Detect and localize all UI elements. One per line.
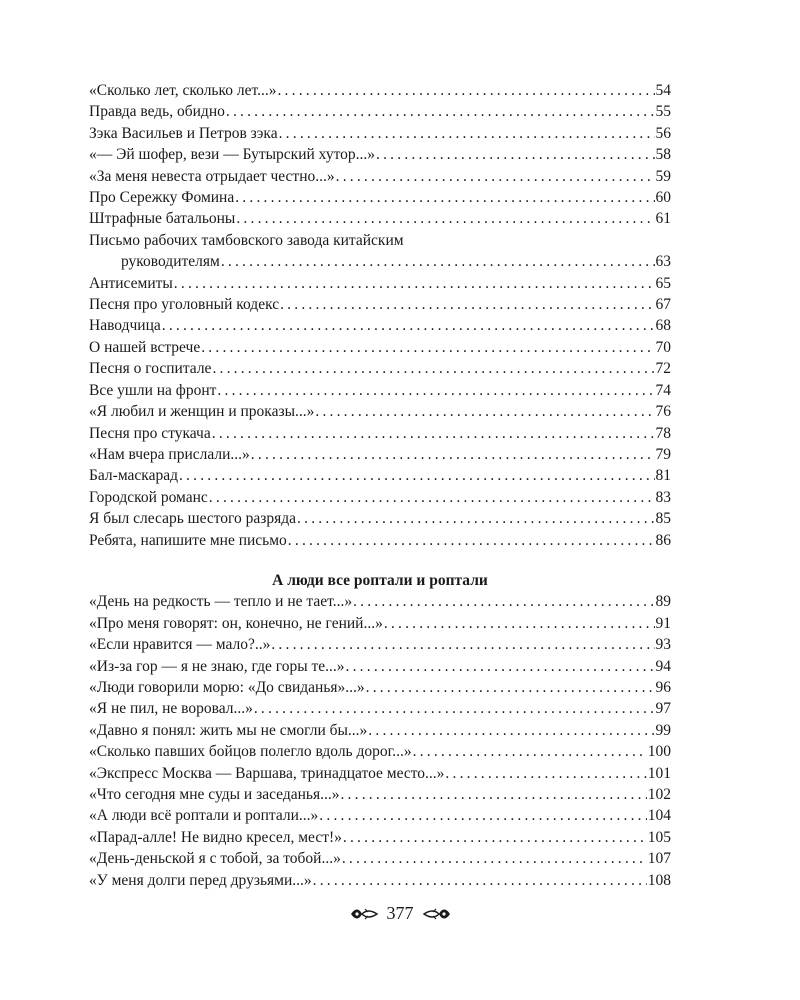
- toc-entry-page-number: 86: [655, 531, 671, 549]
- toc-entry[interactable]: [89, 401, 671, 422]
- toc-entry[interactable]: [89, 315, 671, 336]
- dot-leader: [366, 677, 655, 698]
- toc-entry-page-number: 74: [655, 381, 671, 399]
- toc-entry-title: Зэка Васильев и Петров зэка: [89, 124, 278, 142]
- toc-entry[interactable]: [89, 741, 671, 762]
- page-footer: [0, 903, 800, 924]
- toc-entry-page-number: 85: [655, 510, 671, 528]
- toc-entry-title: руководителям: [121, 253, 220, 271]
- dot-leader: [445, 763, 646, 784]
- toc-entry[interactable]: [89, 698, 671, 719]
- toc-entry-title: Бал-маскарад: [89, 467, 178, 485]
- toc-entry-title: «День на редкость — тепло и не тает...»: [89, 593, 353, 611]
- toc-entry-title: «За меня невеста отрыдает честно...»: [89, 167, 335, 185]
- toc-entry-title: Песня про стукача: [89, 424, 211, 442]
- dot-leader: [315, 401, 654, 422]
- dot-leader: [201, 337, 654, 358]
- toc-entry-page-number: 68: [655, 317, 671, 335]
- dot-leader: [174, 273, 655, 294]
- toc-entry-title: «— Эй шофер, вези — Бутырский хутор...»: [89, 146, 376, 164]
- dot-leader: [340, 784, 646, 805]
- dot-leader: [288, 530, 655, 551]
- toc-entry-page-number: 56: [655, 124, 671, 142]
- table-of-contents: [89, 80, 671, 891]
- dot-leader: [346, 656, 655, 677]
- toc-entry-title: «Парад-алле! Не видно кресел, мест!»: [89, 828, 342, 846]
- toc-entry-page-number: 55: [655, 103, 671, 121]
- toc-entry-page-number: 83: [655, 488, 671, 506]
- toc-entry[interactable]: [89, 613, 671, 634]
- toc-entry-title: Песня про уголовный кодекс: [89, 296, 280, 314]
- toc-entry-page-number: 96: [655, 678, 671, 696]
- dot-leader: [209, 487, 655, 508]
- toc-entry[interactable]: [89, 337, 671, 358]
- toc-entry-title: «Нам вчера прислали...»: [89, 445, 250, 463]
- dot-leader: [277, 80, 654, 101]
- toc-entry-title: Письмо рабочих тамбовского завода китайским: [89, 231, 404, 249]
- toc-entry[interactable]: [89, 230, 671, 273]
- toc-entry-page-number: 100: [647, 743, 671, 761]
- dot-leader: [279, 123, 655, 144]
- toc-entry-page-number: 70: [655, 338, 671, 356]
- toc-entry[interactable]: [89, 380, 671, 401]
- toc-entry-title: «Я любил и женщин и проказы...»: [89, 403, 315, 421]
- dot-leader: [212, 358, 654, 379]
- toc-entry[interactable]: [89, 444, 671, 465]
- toc-entry[interactable]: [89, 273, 671, 294]
- dot-leader: [271, 634, 654, 655]
- dot-leader: [319, 805, 646, 826]
- dot-leader: [179, 465, 655, 486]
- toc-entry-title: Ребята, напишите мне письмо: [89, 531, 287, 549]
- toc-entry-title: «У меня долги перед друзьями...»: [89, 871, 312, 889]
- toc-entry[interactable]: [89, 656, 671, 677]
- toc-entry-page-number: 107: [647, 850, 671, 868]
- toc-entry[interactable]: [89, 423, 671, 444]
- toc-entry-title: Песня о госпитале: [89, 360, 212, 378]
- toc-entry[interactable]: [89, 166, 671, 187]
- toc-entry[interactable]: [89, 848, 671, 869]
- toc-entry[interactable]: [89, 677, 671, 698]
- dot-leader: [236, 208, 654, 229]
- toc-entry-page-number: 54: [655, 82, 671, 99]
- toc-entry[interactable]: [89, 123, 671, 144]
- toc-entry-title: Про Сережку Фомина: [89, 189, 235, 207]
- toc-entry[interactable]: [89, 805, 671, 826]
- toc-entry[interactable]: [89, 101, 671, 122]
- toc-entry-page-number: 78: [655, 424, 671, 442]
- toc-entry[interactable]: [89, 763, 671, 784]
- toc-entry-page-number: 94: [655, 657, 671, 675]
- toc-entry-title: «Я не пил, не воровал...»: [89, 700, 253, 718]
- toc-entry-page-number: 59: [655, 167, 671, 185]
- toc-entry-page-number: 104: [647, 807, 671, 825]
- dot-leader: [343, 827, 647, 848]
- dot-leader: [297, 508, 654, 529]
- toc-entry-title: Штрафные батальоны: [89, 210, 236, 228]
- toc-entry-title: «Давно я понял: жить мы не смогли бы...»: [89, 721, 368, 739]
- toc-entry-page-number: 89: [655, 593, 671, 611]
- dot-leader: [254, 698, 655, 719]
- toc-entry-title: Я был слесарь шестого разряда: [89, 510, 297, 528]
- toc-entry-title: «Сколько павших бойцов полегло вдоль дорог...»: [89, 743, 412, 761]
- toc-entry-page-number: 97: [655, 700, 671, 718]
- toc-entry-page-number: 79: [655, 445, 671, 463]
- dot-leader: [368, 720, 654, 741]
- toc-entry-title: «А люди всё роптали и роптали...»: [89, 807, 319, 825]
- toc-entry-page-number: 72: [655, 360, 671, 378]
- toc-entry-page-number: 93: [655, 636, 671, 654]
- toc-entry-title: Городской романс: [89, 488, 208, 506]
- dot-leader: [413, 741, 647, 762]
- toc-entry-title: «Что сегодня мне суды и заседанья...»: [89, 786, 340, 803]
- toc-entry-page-number: 65: [655, 274, 671, 292]
- toc-entry[interactable]: [89, 634, 671, 655]
- toc-entry-title: Антисемиты: [89, 274, 173, 292]
- dot-leader: [353, 591, 654, 612]
- toc-entry-page-number: 105: [647, 828, 671, 846]
- dot-leader: [221, 251, 655, 272]
- toc-entry[interactable]: [89, 358, 671, 379]
- toc-entry[interactable]: [89, 208, 671, 229]
- toc-entry-title: «Сколько лет, сколько лет...»: [89, 82, 277, 99]
- toc-entry[interactable]: [89, 80, 671, 101]
- toc-entry[interactable]: [89, 870, 671, 891]
- toc-entry-page-number: 108: [647, 871, 671, 889]
- toc-entry[interactable]: [89, 187, 671, 208]
- toc-entry-title: Наводчица: [89, 317, 161, 335]
- toc-entry[interactable]: [89, 720, 671, 741]
- toc-entry-page-number: 102: [647, 786, 671, 803]
- toc-entry[interactable]: [89, 144, 671, 165]
- dot-leader: [280, 294, 654, 315]
- toc-entry-page-number: 101: [647, 764, 671, 782]
- toc-entry[interactable]: [89, 827, 671, 848]
- dot-leader: [226, 101, 655, 122]
- floral-ornament-icon: [349, 907, 379, 921]
- toc-entry-page-number: 67: [655, 296, 671, 314]
- dot-leader: [384, 613, 655, 634]
- dot-leader: [342, 848, 647, 869]
- toc-entry-title: «День-деньской я с тобой, за тобой...»: [89, 850, 341, 868]
- toc-entry-title: «Про меня говорят: он, конечно, не гений...»: [89, 614, 383, 632]
- dot-leader: [336, 166, 655, 187]
- toc-entry[interactable]: [89, 784, 671, 805]
- dot-leader: [217, 380, 654, 401]
- dot-leader: [162, 315, 655, 336]
- toc-entry-page-number: 91: [655, 614, 671, 632]
- toc-entry[interactable]: [89, 591, 671, 612]
- dot-leader: [212, 423, 655, 444]
- toc-entry-page-number: 60: [655, 189, 671, 207]
- dot-leader: [251, 444, 655, 465]
- toc-entry[interactable]: [89, 465, 671, 486]
- toc-entry-title: «Если нравится — мало?..»: [89, 636, 271, 654]
- floral-ornament-icon: [422, 907, 452, 921]
- toc-entry[interactable]: [89, 530, 671, 551]
- dot-leader: [313, 870, 647, 891]
- toc-entry-title: Все ушли на фронт: [89, 381, 217, 399]
- toc-entry[interactable]: [89, 508, 671, 529]
- toc-entry-page-number: 61: [655, 210, 671, 228]
- toc-entry-title: «Люди говорили морю: «До свиданья»...»: [89, 678, 365, 696]
- toc-entry-page-number: 63: [655, 253, 671, 271]
- toc-entry[interactable]: [89, 487, 671, 508]
- toc-entry-title: Правда ведь, обидно: [89, 103, 225, 121]
- toc-entry[interactable]: [89, 294, 671, 315]
- dot-leader: [235, 187, 654, 208]
- toc-entry-page-number: 58: [655, 146, 671, 164]
- section-heading: А люди все роптали и роптали: [272, 571, 488, 589]
- toc-entry-title: «Из-за гор — я не знаю, где горы те...»: [89, 657, 345, 675]
- dot-leader: [376, 144, 654, 165]
- toc-entry-page-number: 81: [655, 467, 671, 485]
- toc-entry-title: О нашей встрече: [89, 338, 201, 356]
- toc-entry-page-number: 99: [655, 721, 671, 739]
- toc-entry-page-number: 76: [655, 403, 671, 421]
- toc-entry-title: «Экспресс Москва — Варшава, тринадцатое место...»: [89, 764, 445, 782]
- page-number: 377: [386, 903, 414, 923]
